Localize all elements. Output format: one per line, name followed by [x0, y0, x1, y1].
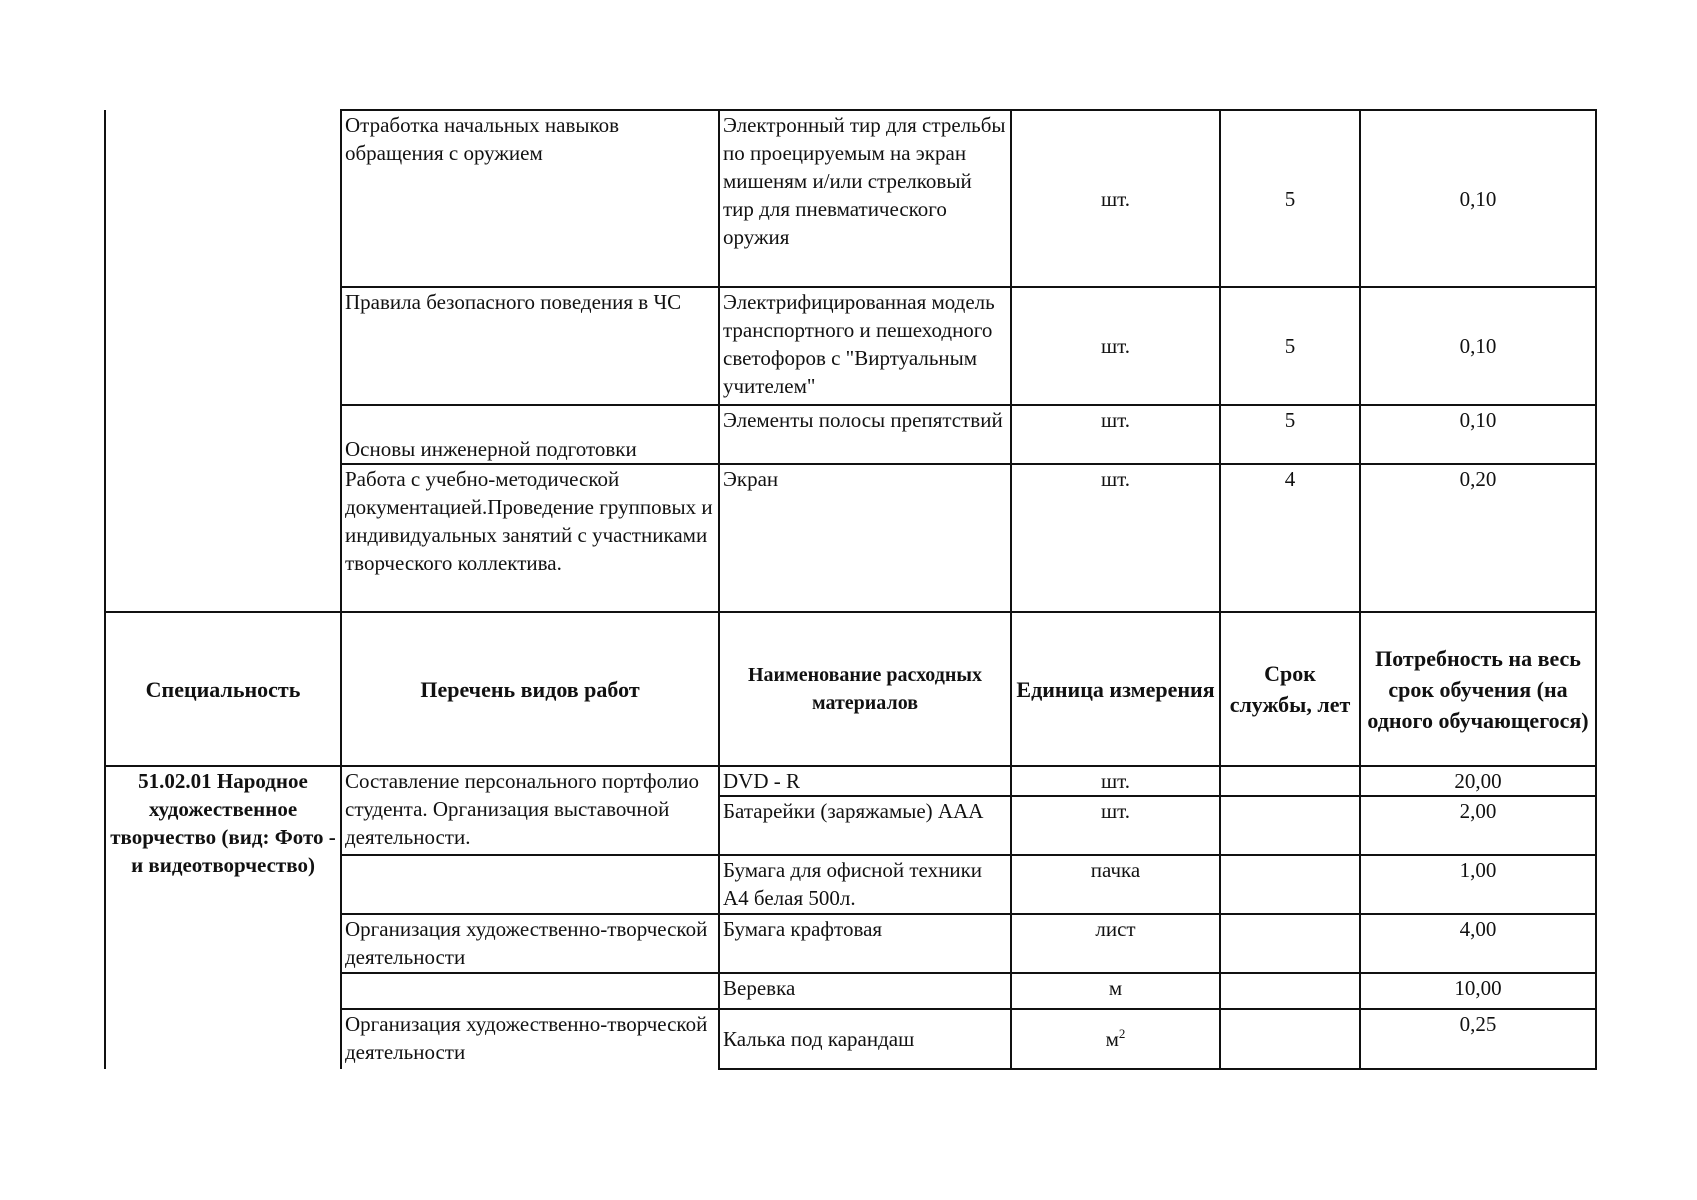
- work-cell: Организация художественно-творческой деятельности: [341, 914, 719, 973]
- unit-cell: шт.: [1011, 405, 1220, 464]
- need-cell: 1,00: [1360, 855, 1596, 914]
- need-cell: 10,00: [1360, 973, 1596, 1009]
- need-cell: 4,00: [1360, 914, 1596, 973]
- unit-cell: шт.: [1011, 464, 1220, 612]
- material-cell: Элементы полосы препятствий: [719, 405, 1011, 464]
- material-cell: Веревка: [719, 973, 1011, 1009]
- unit-text: м: [1105, 1027, 1119, 1051]
- material-cell: Экран: [719, 464, 1011, 612]
- need-cell: 20,00: [1360, 766, 1596, 796]
- unit-cell: пачка: [1011, 855, 1220, 914]
- header-specialty: Специальность: [105, 612, 341, 766]
- unit-cell: лист: [1011, 914, 1220, 973]
- term-cell: 4: [1220, 464, 1360, 612]
- need-cell: 0,20: [1360, 464, 1596, 612]
- term-cell: 5: [1220, 405, 1360, 464]
- specialty-cell-empty: [105, 110, 341, 612]
- unit-cell: шт.: [1011, 796, 1220, 855]
- header-works: Перечень видов работ: [341, 612, 719, 766]
- term-cell: 5: [1220, 287, 1360, 405]
- term-cell: [1220, 1009, 1360, 1069]
- header-term: Срок службы, лет: [1220, 612, 1360, 766]
- work-cell: Отработка начальных навыков обращения с оружием: [341, 110, 719, 287]
- material-cell: Электронный тир для стрельбы по проецируемым на экран мишеням и/или стрелковый тир для пневматического оружия: [719, 110, 1011, 287]
- header-need: Потребность на весь срок обучения (на одного обучающегося): [1360, 612, 1596, 766]
- work-cell: Правила безопасного поведения в ЧС: [341, 287, 719, 405]
- material-cell: Бумага для офисной техники А4 белая 500л.: [719, 855, 1011, 914]
- term-cell: [1220, 973, 1360, 1009]
- term-cell: [1220, 914, 1360, 973]
- materials-table: [104, 109, 1597, 1070]
- unit-cell: [1011, 1009, 1220, 1069]
- unit-superscript: 2: [1118, 1026, 1126, 1041]
- term-cell: [1220, 766, 1360, 796]
- material-cell: Электрифицированная модель транспортного и пешеходного светофоров с "Виртуальным учителем": [719, 287, 1011, 405]
- term-cell: [1220, 796, 1360, 855]
- table-row: [105, 766, 1596, 796]
- work-cell: Организация художественно-творческой деятельности: [341, 1009, 719, 1069]
- term-cell: 5: [1220, 110, 1360, 287]
- work-cell: Работа с учебно-методической документацией.Проведение групповых и индивидуальных занятий с участниками творческого коллектива.: [341, 464, 719, 612]
- header-materials: Наименование расходных материалов: [719, 612, 1011, 766]
- need-cell: 0,10: [1360, 287, 1596, 405]
- table-header-row: [105, 612, 1596, 766]
- material-cell: DVD - R: [719, 766, 1011, 796]
- need-cell: 2,00: [1360, 796, 1596, 855]
- material-cell: Батарейки (заряжамые) ААА: [719, 796, 1011, 855]
- unit-cell: м: [1011, 973, 1220, 1009]
- material-cell: Калька под карандаш: [719, 1009, 1011, 1069]
- specialty-cell: 51.02.01 Народное художественное творчество (вид: Фото - и видеотворчество): [105, 766, 341, 1069]
- material-cell: Бумага крафтовая: [719, 914, 1011, 973]
- need-cell: 0,10: [1360, 110, 1596, 287]
- need-cell: 0,25: [1360, 1009, 1596, 1069]
- table-row: [105, 110, 1596, 287]
- unit-cell: шт.: [1011, 110, 1220, 287]
- unit-cell: шт.: [1011, 766, 1220, 796]
- term-cell: [1220, 855, 1360, 914]
- work-cell-empty: [341, 973, 719, 1009]
- unit-cell: шт.: [1011, 287, 1220, 405]
- need-cell: 0,10: [1360, 405, 1596, 464]
- work-cell: Составление персонального портфолио студента. Организация выставочной деятельности.: [341, 766, 719, 855]
- work-cell: Основы инженерной подготовки: [341, 405, 719, 464]
- work-cell-empty: [341, 855, 719, 914]
- header-unit: Единица измерения: [1011, 612, 1220, 766]
